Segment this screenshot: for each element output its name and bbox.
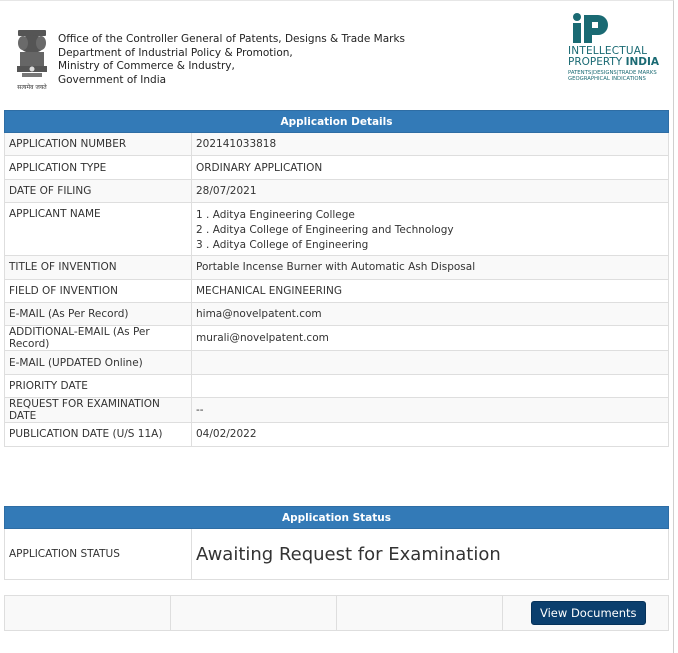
table-row [5,374,669,397]
table-row [5,302,669,325]
ipi-subline: GEOGRAPHICAL INDICATIONS [568,76,646,82]
table-row [5,203,669,256]
field-value: Portable Incense Burner with Automatic Ash Disposal [192,256,669,279]
field-label: DATE OF FILING [5,179,192,202]
table-row [5,256,669,279]
ipi-line1: INTELLECTUAL [568,45,648,57]
ipi-line2-prefix: PROPERTY [568,56,626,68]
field-value: 202141033818 [192,133,669,156]
field-label: TITLE OF INVENTION [5,256,192,279]
field-value [192,374,669,397]
national-emblem-icon [12,26,52,92]
ipi-line2-bold: INDIA [625,56,660,68]
applicant-name: 1 . Aditya Engineering College [196,209,355,222]
field-value: ORDINARY APPLICATION [192,156,669,179]
office-line: Government of India [58,73,167,86]
applicant-name: 3 . Aditya College of Engineering [196,239,369,252]
field-label: PUBLICATION DATE (U/S 11A) [5,423,192,446]
page-header [0,0,674,108]
field-value [192,203,669,256]
application-details-table [4,110,669,447]
field-value: 04/02/2022 [192,423,669,446]
table-row [5,529,669,580]
empty-cell [5,596,171,631]
field-label: FIELD OF INVENTION [5,279,192,302]
empty-cell [171,596,337,631]
field-value: hima@novelpatent.com [192,302,669,325]
field-label: APPLICATION TYPE [5,156,192,179]
field-value: -- [192,398,669,423]
view-documents-button[interactable]: View Documents [531,601,646,625]
section-title: Application Details [5,111,669,133]
ip-india-logo [568,12,668,92]
field-value [192,351,669,374]
table-row [5,179,669,202]
field-value: 28/07/2021 [192,179,669,202]
documents-row [4,595,669,631]
empty-cell [337,596,503,631]
table-row [5,133,669,156]
field-label: REQUEST FOR EXAMINATION DATE [5,398,192,423]
emblem-caption: सत्यमेव जयते [17,84,47,91]
table-row [5,398,669,423]
field-value: murali@novelpatent.com [192,326,669,351]
section-title: Application Status [5,507,669,529]
status-value: Awaiting Request for Examination [192,529,669,580]
field-value: MECHANICAL ENGINEERING [192,279,669,302]
field-label: E-MAIL (As Per Record) [5,302,192,325]
table-row [5,279,669,302]
office-line: Office of the Controller General of Patents, Designs & Trade Marks [58,33,405,45]
field-label: APPLICATION NUMBER [5,133,192,156]
office-line: Department of Industrial Policy & Promotion, [58,46,293,59]
ipi-line2 [568,57,659,68]
ip-india-mark-icon [570,12,620,46]
application-status-table [4,506,669,580]
office-name [58,33,405,87]
ipi-subline: PATENTS|DESIGNS|TRADE MARKS [568,70,657,76]
field-label: ADDITIONAL-EMAIL (As Per Record) [5,326,192,351]
button-cell [503,596,669,631]
applicant-name: 2 . Aditya College of Engineering and Technology [196,224,454,237]
field-label: PRIORITY DATE [5,374,192,397]
ipi-line3 [568,70,657,82]
field-label: APPLICANT NAME [5,203,192,256]
table-row [5,423,669,446]
field-label: E-MAIL (UPDATED Online) [5,351,192,374]
table-row [5,326,669,351]
table-row [5,351,669,374]
office-line: Ministry of Commerce & Industry, [58,60,235,72]
status-label: APPLICATION STATUS [5,529,192,580]
table-row [5,156,669,179]
